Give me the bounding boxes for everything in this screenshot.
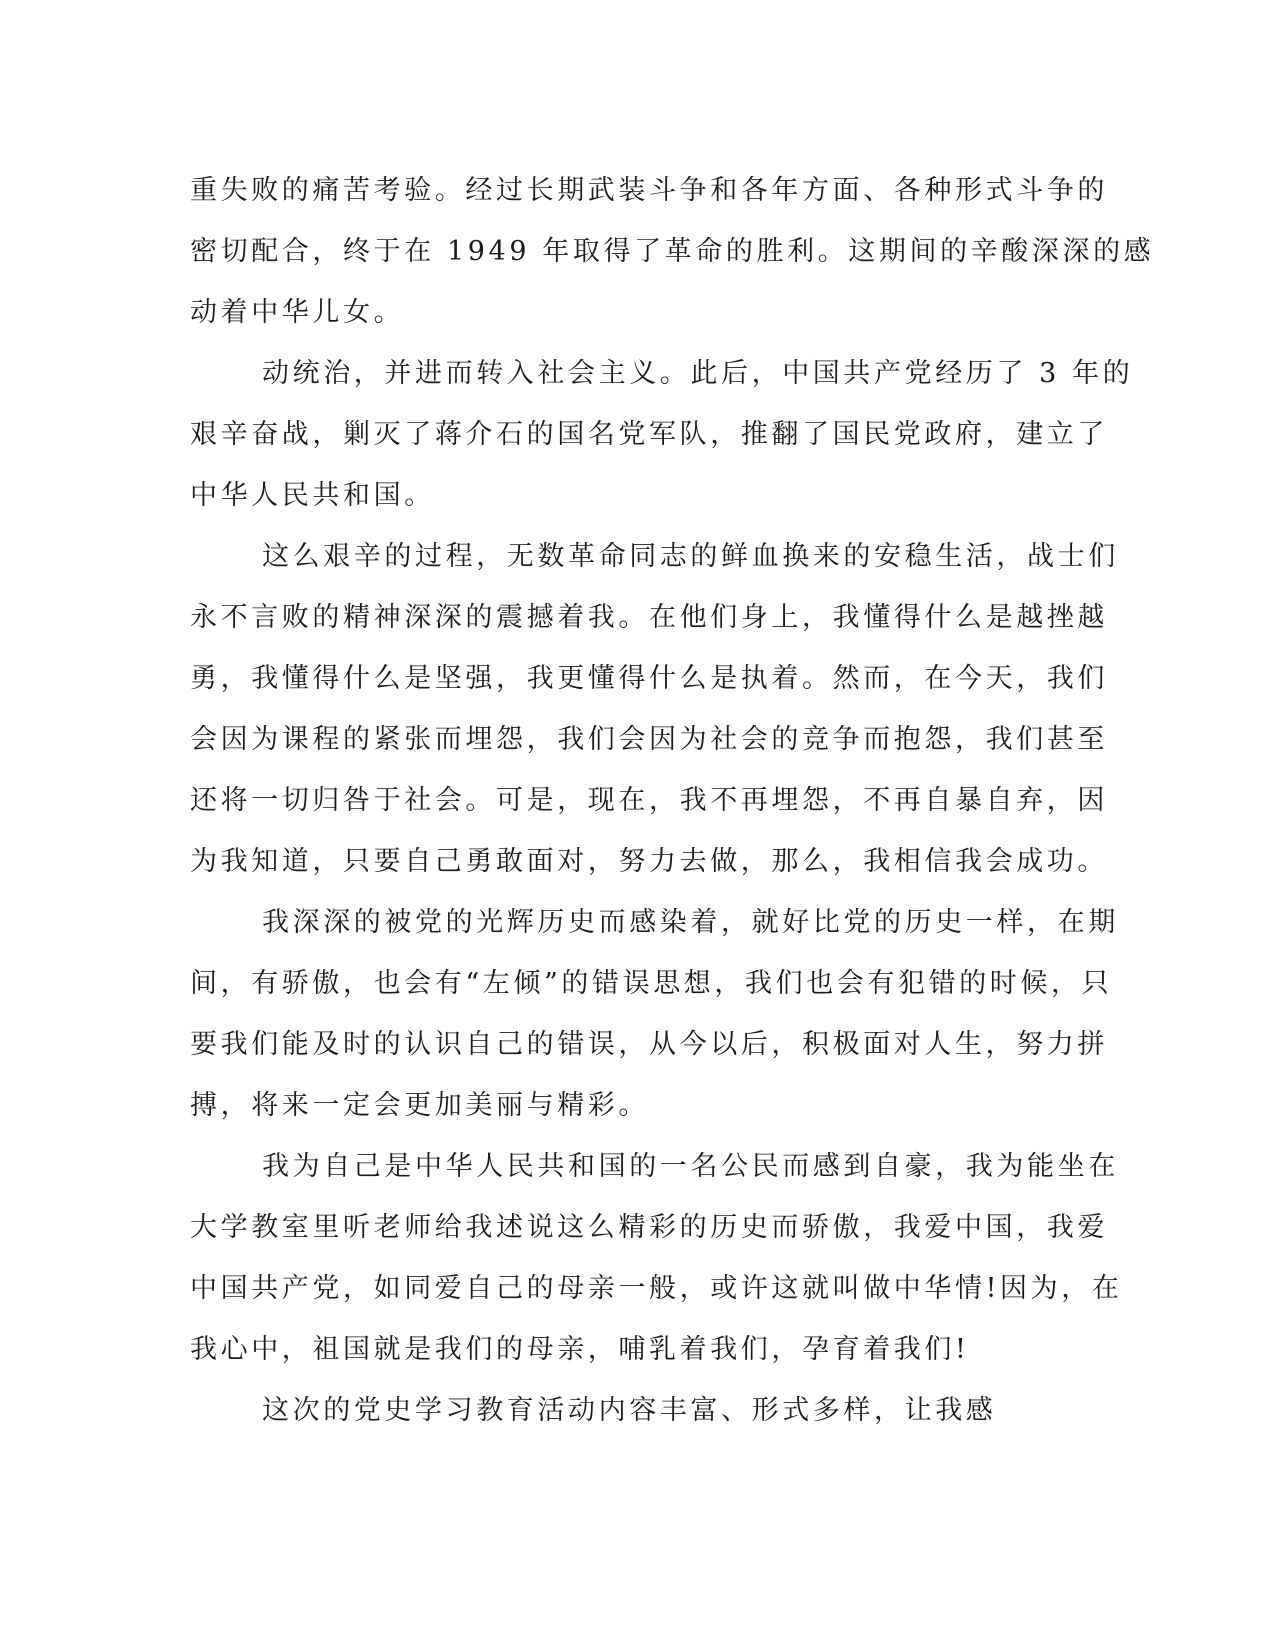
text-line: 会因为课程的紧张而埋怨，我们会因为社会的竞争而抱怨，我们甚至 (190, 724, 1108, 755)
text-line: 动着中华儿女。 (190, 297, 405, 328)
text-line: 这次的党史学习教育活动内容丰富、形式多样，让我感 (262, 1395, 997, 1426)
text-line: 永不言败的精神深深的震撼着我。在他们身上，我懂得什么是越挫越 (190, 602, 1108, 633)
paragraph (190, 1136, 1123, 1380)
text-line: 要我们能及时的认识自己的错误，从今以后，积极面对人生，努力拼 (190, 1029, 1108, 1060)
text-line: 我心中，祖国就是我们的母亲，哺乳着我们，孕育着我们! (190, 1334, 970, 1365)
text-line: 重失败的痛苦考验。经过长期武装斗争和各年方面、各种形式斗争的 (190, 175, 1108, 206)
paragraph (190, 892, 1119, 1136)
text-line: 勇，我懂得什么是坚强，我更懂得什么是执着。然而，在今天，我们 (190, 663, 1108, 694)
document-body (190, 160, 1155, 1441)
text-line: 中国共产党，如同爱自己的母亲一般，或许这就叫做中华情!因为，在 (190, 1273, 1123, 1304)
text-line: 我深深的被党的光辉历史而感染着，就好比党的历史一样，在期 (262, 907, 1119, 938)
text-line: 密切配合，终于在 1949 年取得了革命的胜利。这期间的辛酸深深的感 (190, 236, 1155, 267)
paragraph (190, 343, 1134, 526)
text-line: 中华人民共和国。 (190, 480, 435, 511)
text-line: 大学教室里听老师给我述说这么精彩的历史而骄傲，我爱中国，我爱 (190, 1212, 1108, 1243)
text-line: 间，有骄傲，也会有“左倾”的错误思想，我们也会有犯错的时候，只 (190, 968, 1113, 999)
text-line: 艰辛奋战，剿灭了蒋介石的国名党军队，推翻了国民党政府，建立了 (190, 419, 1108, 450)
paragraph (190, 526, 1119, 892)
paragraph (190, 160, 1155, 343)
paragraph (190, 1380, 1090, 1441)
text-line: 动统治，并进而转入社会主义。此后，中国共产党经历了 3 年的 (262, 358, 1134, 389)
text-line: 我为自己是中华人民共和国的一名公民而感到自豪，我为能坐在 (262, 1151, 1119, 1182)
text-line: 这么艰辛的过程，无数革命同志的鲜血换来的安稳生活，战士们 (262, 541, 1119, 572)
text-line: 为我知道，只要自己勇敢面对，努力去做，那么，我相信我会成功。 (190, 846, 1108, 877)
text-line: 搏，将来一定会更加美丽与精彩。 (190, 1090, 649, 1121)
text-line: 还将一切归咎于社会。可是，现在，我不再埋怨，不再自暴自弃，因 (190, 785, 1108, 816)
